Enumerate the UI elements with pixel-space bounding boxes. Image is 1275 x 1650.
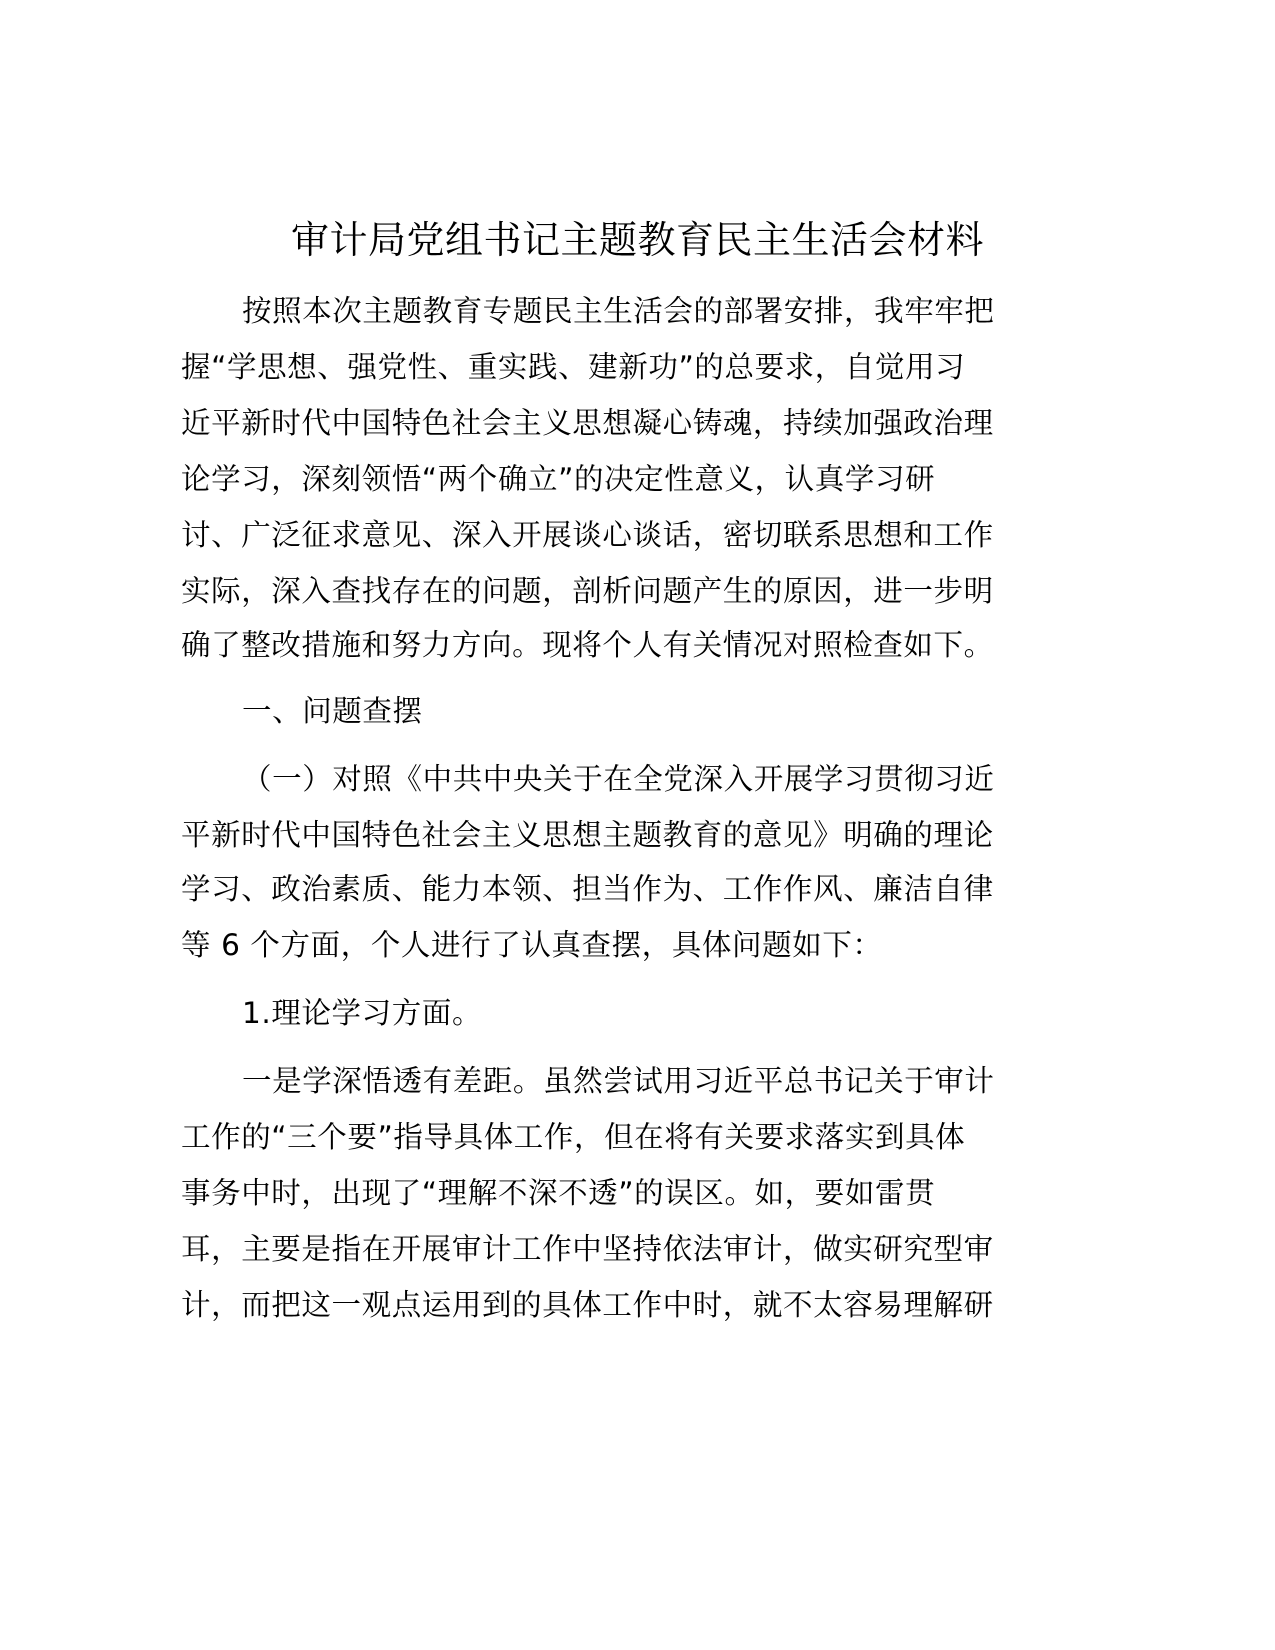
- section-heading-problems: 一、问题查摆: [242, 694, 423, 728]
- point-1-line-3: 事务中时，出现了“理解不深不透”的误区。如，要如雷贯: [181, 1176, 936, 1210]
- item-heading-theory-study: 1.理论学习方面。: [242, 996, 483, 1030]
- point-1-line-2: 工作的“三个要”指导具体工作，但在将有关要求落实到具体: [181, 1120, 966, 1154]
- document-title: 审计局党组书记主题教育民主生活会材料: [290, 218, 984, 262]
- paragraph-intro-line-1: 按照本次主题教育专题民主生活会的部署安排，我牢牢把: [242, 294, 995, 328]
- paragraph-intro-line-5: 讨、广泛征求意见、深入开展谈心谈话，密切联系思想和工作: [181, 518, 994, 552]
- point-1-line-5: 计，而把这一观点运用到的具体工作中时，就不太容易理解研: [181, 1288, 994, 1322]
- paragraph-intro-line-6: 实际，深入查找存在的问题，剖析问题产生的原因，进一步明: [181, 574, 994, 608]
- point-1-line-4: 耳，主要是指在开展审计工作中坚持依法审计，做实研究型审: [181, 1232, 994, 1266]
- subsection-1-line-4: 等 6 个方面，个人进行了认真查摆，具体问题如下：: [181, 928, 883, 962]
- subsection-1-line-1: （一）对照《中共中央关于在全党深入开展学习贯彻习近: [242, 762, 995, 796]
- paragraph-intro-line-4: 论学习，深刻领悟“两个确立”的决定性意义，认真学习研: [181, 462, 936, 496]
- subsection-1-line-2: 平新时代中国特色社会主义思想主题教育的意见》明确的理论: [181, 818, 994, 852]
- subsection-1-line-3: 学习、政治素质、能力本领、担当作为、工作作风、廉洁自律: [181, 872, 994, 906]
- point-1-line-1: 一是学深悟透有差距。虽然尝试用习近平总书记关于审计: [242, 1064, 995, 1098]
- paragraph-intro-line-7: 确了整改措施和努力方向。现将个人有关情况对照检查如下。: [181, 628, 994, 662]
- paragraph-intro-line-2: 握“学思想、强党性、重实践、建新功”的总要求，自觉用习: [181, 350, 966, 384]
- paragraph-intro-line-3: 近平新时代中国特色社会主义思想凝心铸魂，持续加强政治理: [181, 406, 994, 440]
